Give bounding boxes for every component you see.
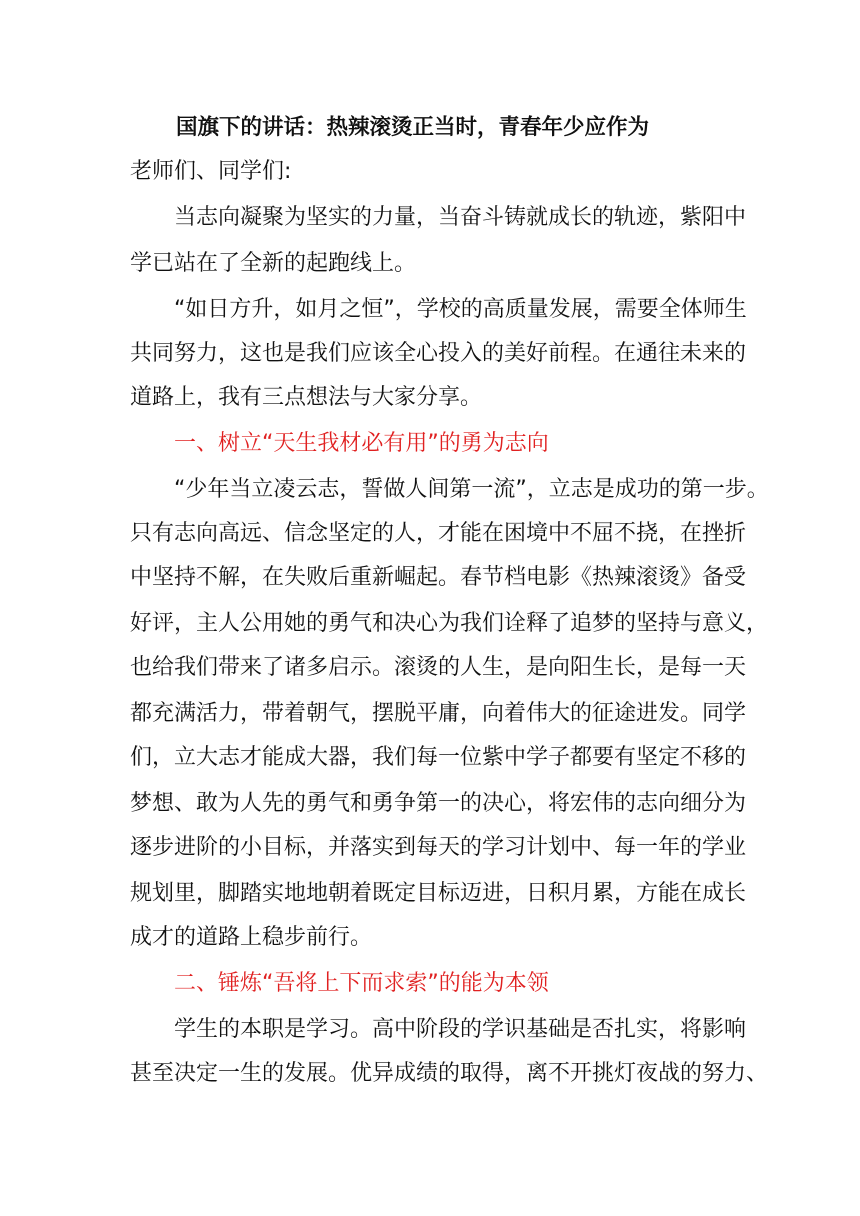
section-heading-1: 一、树立“天生我材必有用”的勇为志向 (174, 431, 549, 456)
paragraph-line: 甚至决定一生的发展。优异成绩的取得，离不开挑灯夜战的努力、 (130, 1061, 769, 1086)
paragraph-line: 们，立大志才能成大器，我们每一位紫中学子都要有坚定不移的 (130, 745, 747, 770)
paragraph-line: 只有志向高远、信念坚定的人，才能在困境中不屈不挠，在挫折 (130, 521, 747, 546)
paragraph-line: 逐步进阶的小目标，并落实到每天的学习计划中、每一年的学业 (130, 835, 747, 860)
paragraph-line: 中坚持不解，在失败后重新崛起。春节档电影《热辣滚烫》备受 (130, 565, 747, 590)
salutation: 老师们、同学们: (130, 159, 292, 184)
paragraph-line: 道路上，我有三点想法与大家分享。 (130, 385, 483, 410)
paragraph-line: 学生的本职是学习。高中阶段的学识基础是否扎实，将影响 (174, 1017, 747, 1042)
paragraph-line: 好评，主人公用她的勇气和决心为我们诠释了追梦的坚持与意义， (130, 611, 769, 636)
paragraph-line: 都充满活力，带着朝气，摆脱平庸，向着伟大的征途进发。同学 (130, 701, 747, 726)
paragraph-line: 梦想、敢为人先的勇气和勇争第一的决心，将宏伟的志向细分为 (130, 791, 747, 816)
paragraph-line: 也给我们带来了诸多启示。滚烫的人生，是向阳生长，是每一天 (130, 655, 747, 680)
paragraph-line: 成才的道路上稳步前行。 (130, 925, 373, 950)
paragraph-line: “少年当立凌云志，誓做人间第一流”，立志是成功的第一步。 (174, 477, 769, 502)
paragraph-line: 规划里，脚踏实地地朝着既定目标迈进，日积月累，方能在成长 (130, 881, 747, 906)
paragraph-line: 共同努力，这也是我们应该全心投入的美好前程。在通往未来的 (130, 341, 747, 366)
paragraph-line: 学已站在了全新的起跑线上。 (130, 251, 417, 276)
paragraph-line: 当志向凝聚为坚实的力量，当奋斗铸就成长的轨迹，紫阳中 (174, 205, 747, 230)
section-heading-2: 二、锤炼“吾将上下而求索”的能为本领 (174, 971, 549, 996)
paragraph-line: “如日方升，如月之恒”，学校的高质量发展，需要全体师生 (174, 297, 747, 322)
page-title: 国旗下的讲话：热辣滚烫正当时，青春年少应作为 (176, 115, 650, 140)
